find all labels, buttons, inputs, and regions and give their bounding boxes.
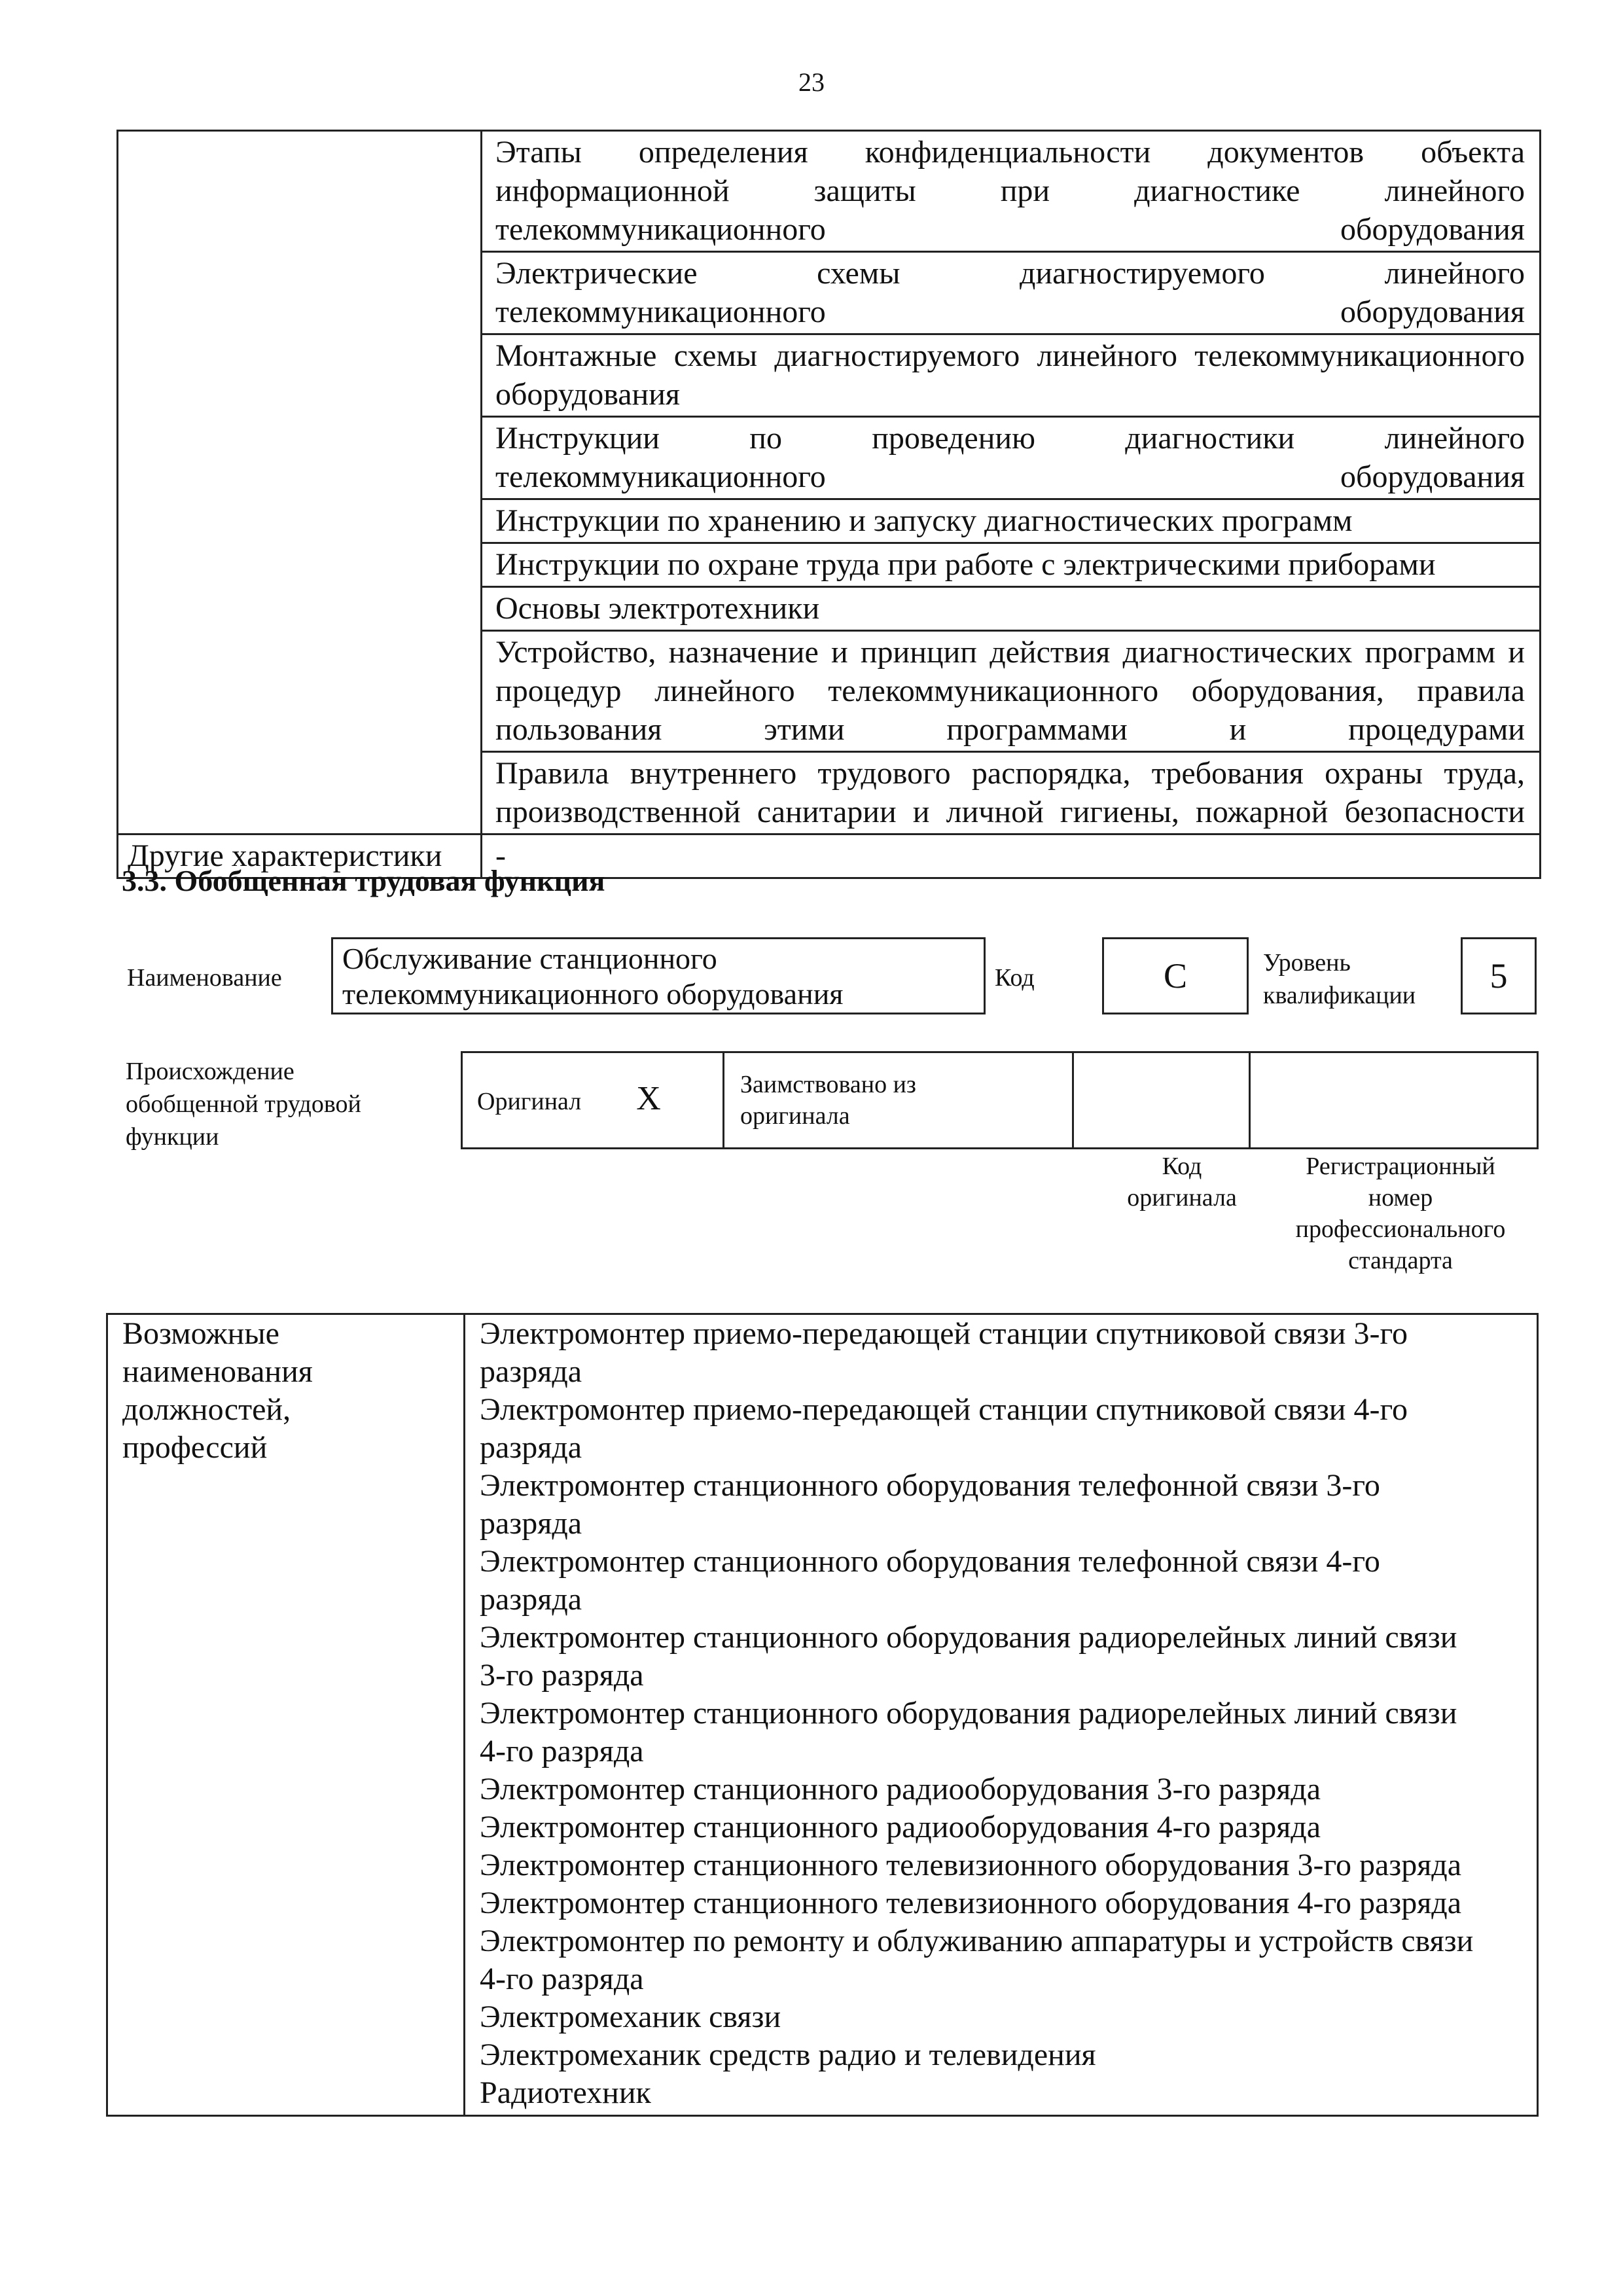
origin-label-line: функции: [126, 1123, 219, 1151]
job-titles-label: Возможные наименования должностей, профессий: [107, 1314, 465, 2116]
other-characteristics-label: Другие характеристики: [118, 834, 482, 878]
level-label-line: Уровень: [1263, 949, 1351, 977]
job-title-line: 3-го разряда: [480, 1658, 644, 1693]
job-title-line: разряда: [480, 1582, 582, 1617]
job-title-line: Электромонтер станционного оборудования телефонной связи 3-го: [480, 1468, 1380, 1503]
job-title-line: Электромонтер станционного телевизионного оборудования 4-го разряда: [480, 1886, 1462, 1920]
knowledge-item: Электрические схемы диагностируемого линейного телекоммуникационного оборудования: [482, 252, 1541, 334]
job-title-line: Радиотехник: [480, 2075, 651, 2110]
section-title: 3.3. Обобщенная трудовая функция: [122, 864, 605, 897]
job-title-line: разряда: [480, 1430, 582, 1465]
code-label: Код: [995, 964, 1035, 992]
job-title-line: Электромеханик связи: [480, 2000, 781, 2034]
origin-label: [126, 1055, 361, 1153]
job-title-line: Электромонтер станционного оборудования телефонной связи 4-го: [480, 1544, 1380, 1579]
level-label-line: квалификации: [1263, 982, 1416, 1009]
name-field: [331, 937, 986, 1014]
borrowed-label-line: оригинала: [740, 1102, 850, 1130]
knowledge-item: Инструкции по охране труда при работе с электрическими приборами: [482, 543, 1541, 587]
original-code-cell: [1073, 1052, 1250, 1149]
original-code-caption: Код оригинала: [1127, 1153, 1237, 1211]
job-title-line: Электромонтер станционного оборудования радиорелейных линий связи: [480, 1696, 1457, 1731]
job-title-line: Электромонтер по ремонту и облуживанию аппаратуры и устройств связи: [480, 1924, 1474, 1958]
job-title-line: 4-го разряда: [480, 1734, 644, 1768]
other-characteristics-value: -: [482, 834, 1541, 878]
knowledge-item: Этапы определения конфиденциальности документов объекта информационной защиты при диагностике линейного телекоммуникационного оборудования: [482, 131, 1541, 252]
job-titles-table: [106, 1313, 1539, 2117]
level-label: [1263, 946, 1416, 1012]
name-label: Наименование: [127, 964, 282, 992]
job-title-line: Электромонтер приемо-передающей станции спутниковой связи 4-го: [480, 1392, 1408, 1427]
job-title-line: Электромеханик средств радио и телевидения: [480, 2037, 1096, 2072]
page-number: 23: [798, 67, 825, 97]
original-mark: X: [636, 1080, 661, 1117]
name-line: Обслуживание станционного: [342, 942, 717, 975]
original-cell: [462, 1052, 724, 1149]
borrowed-cell: [724, 1052, 1073, 1149]
level-field: 5: [1461, 937, 1537, 1014]
job-title-line: разряда: [480, 1354, 582, 1389]
knowledge-table: [116, 130, 1541, 879]
job-title-line: Электромонтер станционного радиооборудования 3-го разряда: [480, 1772, 1321, 1806]
knowledge-item: Основы электротехники: [482, 587, 1541, 631]
job-title-line: разряда: [480, 1506, 582, 1541]
job-title-line: Электромонтер станционного радиооборудования 4-го разряда: [480, 1810, 1321, 1844]
job-title-line: 4-го разряда: [480, 1962, 644, 1996]
registration-number-caption: Регистрационный номер профессионального стандарта: [1295, 1153, 1506, 1274]
knowledge-item: Монтажные схемы диагностируемого линейного телекоммуникационного оборудования: [482, 334, 1541, 417]
knowledge-item: Инструкции по хранению и запуску диагностических программ: [482, 499, 1541, 543]
job-title-line: Электромонтер станционного телевизионного оборудования 3-го разряда: [480, 1848, 1462, 1882]
knowledge-item: Устройство, назначение и принцип действия диагностических программ и процедур линейного телекоммуникационного оборудования, правила пользования этими программами и процедурами: [482, 631, 1541, 752]
code-field: C: [1102, 937, 1249, 1014]
job-titles-list: [465, 1314, 1538, 2116]
origin-table: [461, 1051, 1539, 1149]
borrowed-label-line: Заимствовано из: [740, 1071, 916, 1098]
job-title-line: Электромонтер станционного оборудования радиорелейных линий связи: [480, 1620, 1457, 1655]
origin-label-line: обобщенной трудовой: [126, 1090, 361, 1118]
name-line: телекоммуникационного оборудования: [342, 977, 844, 1011]
knowledge-item: Правила внутреннего трудового распорядка, требования охраны труда, производственной санитарии и личной гигиены, пожарной безопасности: [482, 752, 1541, 834]
origin-label-line: Происхождение: [126, 1058, 294, 1085]
knowledge-label-cell: [118, 131, 482, 834]
knowledge-item: Инструкции по проведению диагностики линейного телекоммуникационного оборудования: [482, 417, 1541, 499]
job-title-line: Электромонтер приемо-передающей станции спутниковой связи 3-го: [480, 1316, 1408, 1351]
original-label: Оригинал: [477, 1088, 582, 1115]
registration-number-cell: [1250, 1052, 1538, 1149]
